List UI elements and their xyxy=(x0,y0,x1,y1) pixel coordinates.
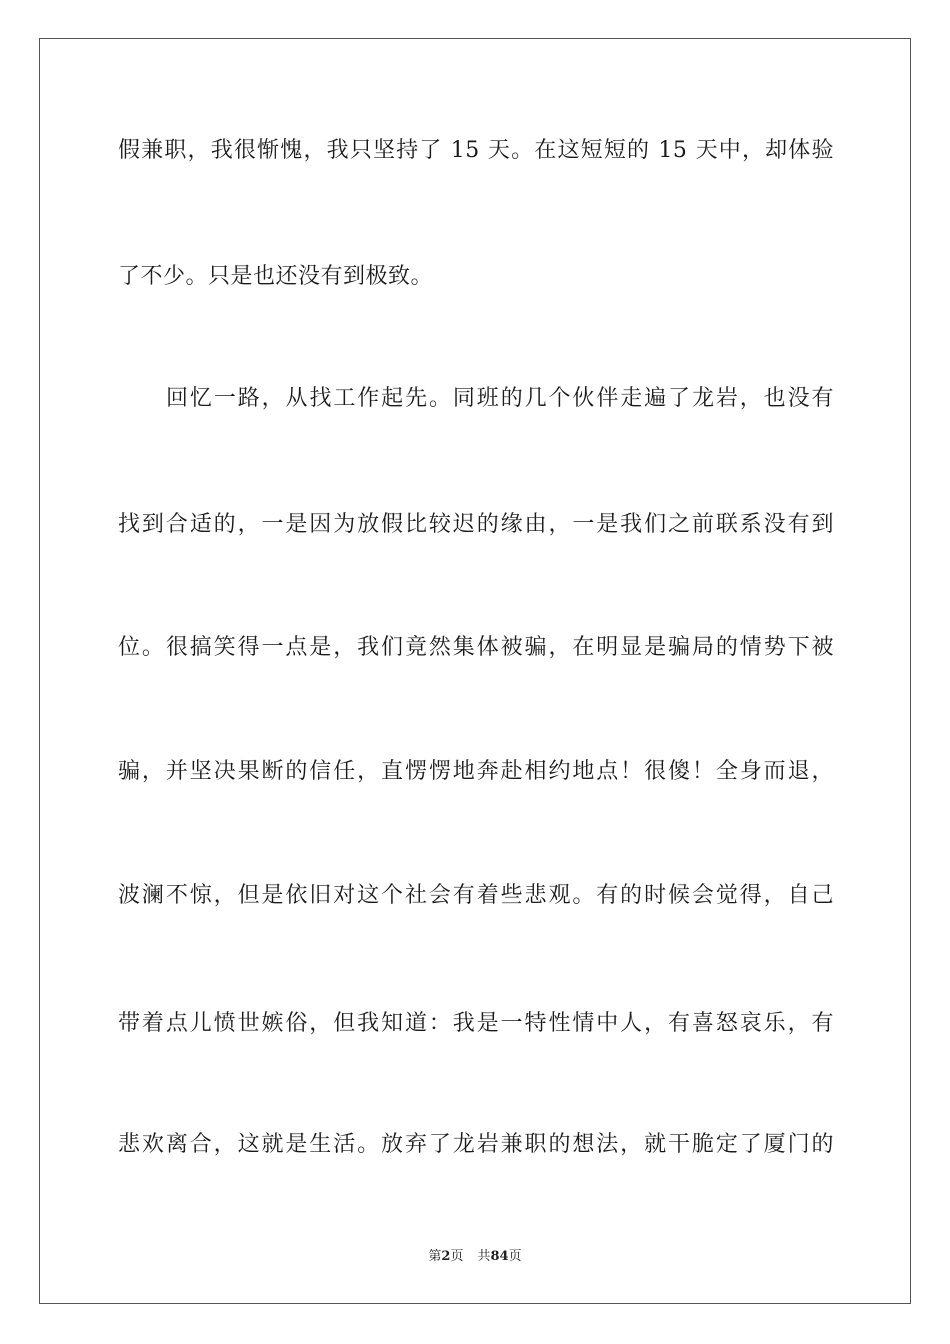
footer-page-suffix: 页 xyxy=(450,1249,464,1264)
footer-page-prefix: 第 xyxy=(428,1249,442,1264)
body-line-3: 回忆一路，从找工作起先。同班的几个伙伴走遍了龙岩，也没有 xyxy=(166,386,834,411)
body-line-1: 假兼职，我很惭愧，我只坚持了 15 天。在这短短的 15 天中，却体验 xyxy=(118,138,834,163)
page-border xyxy=(39,38,911,1304)
body-line-5: 位。很搞笑得一点是，我们竟然集体被骗，在明显是骗局的情势下被 xyxy=(118,635,834,660)
body-line-8: 带着点儿愤世嫉俗，但我知道：我是一特性情中人，有喜怒哀乐，有 xyxy=(118,1011,834,1036)
body-line-6: 骗，并坚决果断的信任，直愣愣地奔赴相约地点！很傻！全身而退， xyxy=(118,759,834,784)
footer-page-number: 2 xyxy=(441,1249,451,1264)
body-line-7: 波澜不惊，但是依旧对这个社会有着些悲观。有的时候会觉得，自己 xyxy=(118,883,834,908)
body-line-4: 找到合适的，一是因为放假比较迟的缘由，一是我们之前联系没有到 xyxy=(118,512,834,537)
footer-total-pages: 84 xyxy=(490,1249,509,1264)
page-footer xyxy=(0,1248,950,1266)
footer-total-suffix: 页 xyxy=(508,1249,522,1264)
body-line-2: 了不少。只是也还没有到极致。 xyxy=(118,264,434,289)
body-line-9: 悲欢离合，这就是生活。放弃了龙岩兼职的想法，就干脆定了厦门的 xyxy=(118,1132,834,1157)
footer-total-prefix: 共 xyxy=(477,1249,491,1264)
